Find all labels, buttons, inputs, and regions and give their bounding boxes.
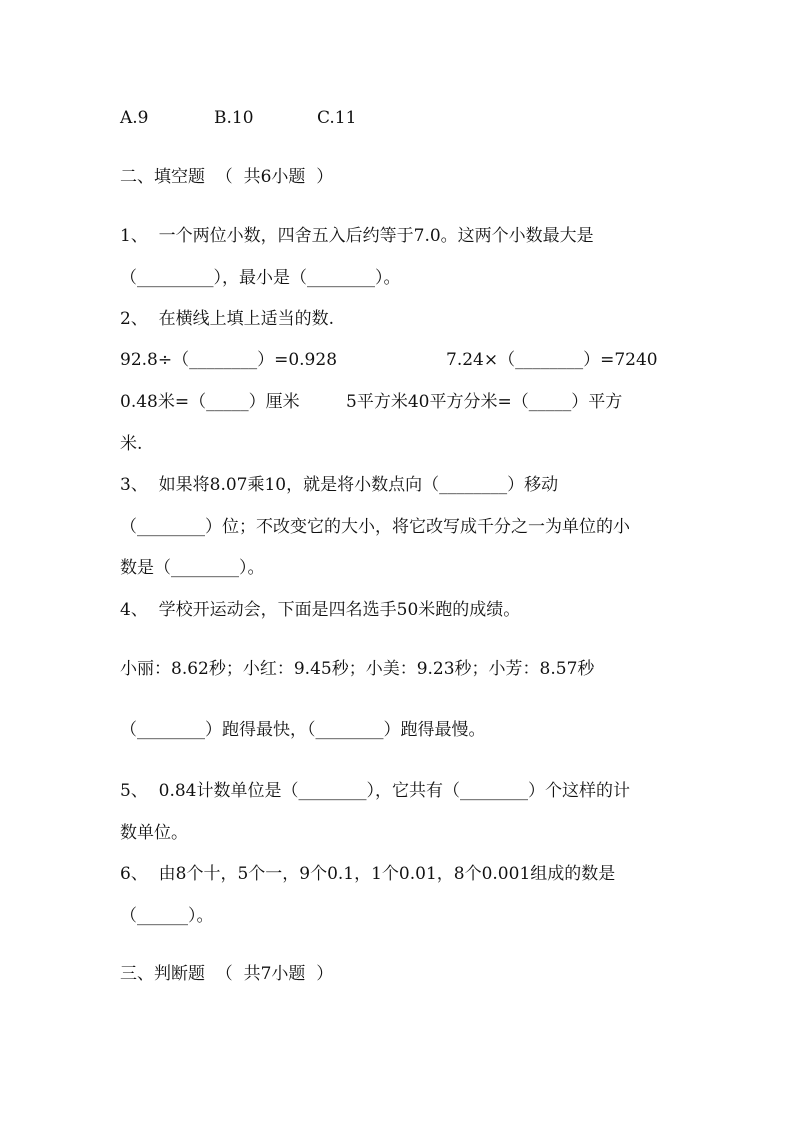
option-c: C.11 — [317, 108, 357, 128]
question-5-line-2: 数单位。 — [120, 823, 188, 843]
question-2-equation-3: 0.48米=（_____）厘米 — [120, 392, 300, 412]
question-2-equation-1: 92.8÷（________）=0.928 — [120, 350, 338, 370]
question-2-equation-4: 5平方米40平方分米=（_____）平方 — [346, 392, 623, 412]
question-1-line-2: （_________），最小是（________）。 — [120, 268, 401, 288]
section-2-title: 二、填空题 （ 共6小题 ） — [120, 167, 334, 187]
question-6-line-1: 6、 由8个十，5个一，9个0.1，1个0.01，8个0.001组成的数是 — [120, 864, 616, 884]
question-2-line-1: 2、 在横线上填上适当的数. — [120, 309, 335, 329]
section-3-title: 三、判断题 （ 共7小题 ） — [120, 964, 334, 984]
question-1-line-1: 1、 一个两位小数，四舍五入后约等于7.0。这两个小数最大是 — [120, 226, 594, 246]
question-4-line-3: （________）跑得最快，（________）跑得最慢。 — [120, 720, 486, 740]
question-2-equation-2: 7.24×（________）=7240 — [446, 350, 658, 370]
question-5-line-1: 5、 0.84计数单位是（________），它共有（________）个这样的计 — [120, 781, 630, 801]
question-2-equation-4-continued: 米. — [120, 434, 143, 454]
question-6-line-2: （______）。 — [120, 906, 214, 926]
option-b: B.10 — [214, 108, 254, 128]
question-3-line-3: 数是（________）。 — [120, 558, 265, 578]
question-3-line-2: （________）位；不改变它的大小，将它改写成千分之一为单位的小 — [120, 517, 630, 537]
option-a: A.9 — [120, 108, 149, 128]
question-4-line-1: 4、 学校开运动会，下面是四名选手50米跑的成绩。 — [120, 600, 521, 620]
question-3-line-1: 3、 如果将8.07乘10，就是将小数点向（________）移动 — [120, 475, 559, 495]
question-4-results: 小丽：8.62秒；小红：9.45秒；小美：9.23秒；小芳：8.57秒 — [120, 659, 595, 679]
